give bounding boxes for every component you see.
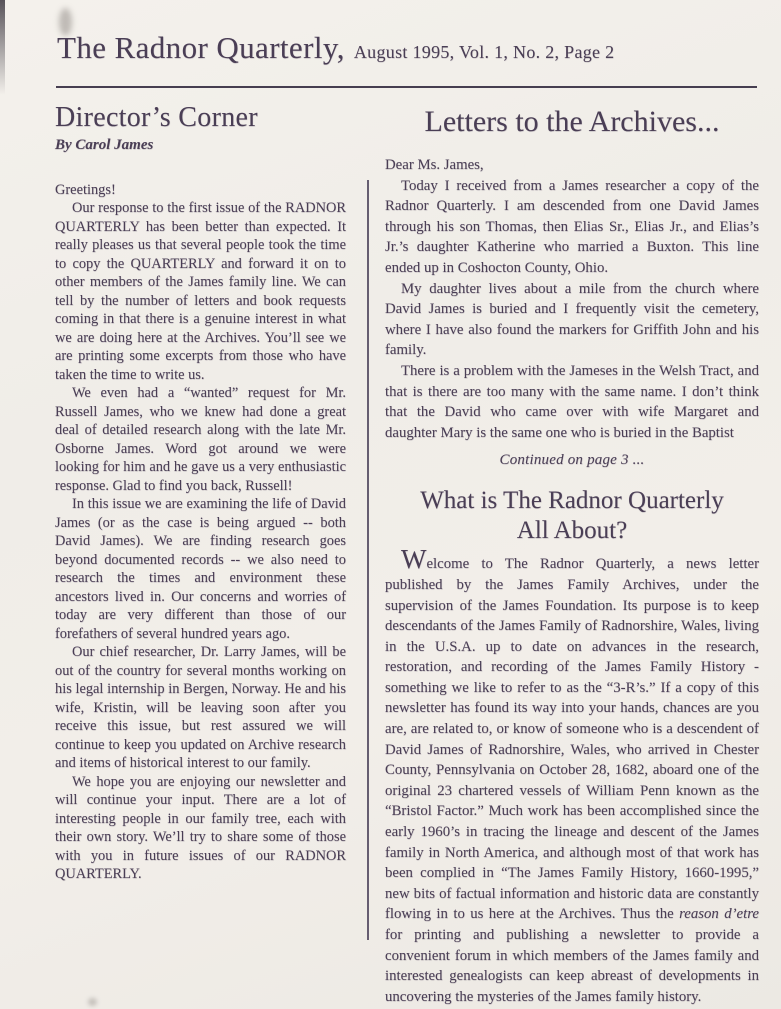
about-initial-cap: W	[401, 544, 427, 575]
newsletter-title: The Radnor Quarterly,	[57, 30, 345, 65]
letter-salutation: Dear Ms. James,	[385, 157, 484, 173]
about-paragraph	[385, 546, 759, 1007]
about-italic-phrase: reason d’etre	[679, 906, 759, 923]
about-heading-line1: What is The Radnor Quarterly	[420, 487, 724, 515]
scan-edge-artifact	[0, 0, 5, 95]
right-column	[385, 105, 759, 1007]
director-paragraph-greeting: Greetings!	[55, 181, 116, 198]
letters-to-archives-heading: Letters to the Archives...	[424, 105, 720, 138]
masthead	[57, 30, 757, 66]
directors-corner-heading: Director’s Corner	[55, 102, 258, 133]
about-text-before-italic: elcome to The Radnor Quarterly, a news letter published by the James Family Archives, under the supervision of the James Foundation. Its purpose is to keep descendants of the James Family of Radnorshire, Wales, living in the U.S.A. up to date on advances in the research, restoration, and recording of the James Family History - something we like to refer to as the “3-R’s.” If a copy of this newsletter has found its way into your hands, chances are you are, are related to, or know of someone who is a descendent of David James of Radnorshire, Wales, who arrived in Chester County, Pennsylvania on October 28, 1682, aboard one of the original 23 chartered vessels of William Penn known as the “Bristol Factor.” Much work has been accomplished since the early 1960’s in tracing the lineage and descent of the James family in North America, and although most of that work has been complied in “The James Family History, 1660-1995,” new bits of factual information and historic data are constantly flowing in to us here at the Archives. Thus the	[385, 556, 759, 923]
header-rule	[56, 86, 757, 88]
continued-on-page-note: Continued on page 3 ...	[499, 452, 645, 469]
director-paragraph: Our chief researcher, Dr. Larry James, will be out of the country for several months working on his legal internship in Bergen, Norway. He and his wife, Kristin, will be leaving soon after you receive this issue, but rest assured we will continue to keep you updated on Archive research and items of historical interest to our family.	[55, 644, 346, 772]
letter-paragraph: My daughter lives about a mile from the church where David James is buried and I frequently visit the cemetery, where I have also found the markers for Griffith John and his family.	[385, 280, 759, 359]
director-paragraph: In this issue we are examining the life of David James (or as the case is being argued -- both David James). We are finding research goes beyond documented records -- we also need to research the times and environment these ancestors lived in. Our concerns and worries of today are very different than those of our forefathers of several hundred years ago.	[55, 496, 346, 642]
director-paragraph: We hope you are enjoying our newsletter and will continue your input. There are a lot of interesting people in our family tree, each with their own story. We’ll try to share some of those with you in future issues of our RADNOR QUARTERLY.	[55, 773, 346, 883]
column-divider	[367, 180, 369, 940]
letter-paragraph: Today I received from a James researcher a copy of the Radnor Quarterly. I am descended from one David James through his son Thomas, then Elias Sr., Elias Jr., and Elias’s Jr.’s daughter Katherine who married a Buxton. This line ended up in Coshocton County, Ohio.	[385, 177, 759, 276]
about-text-after-italic: for printing and publishing a newsletter to provide a convenient forum in which members of the James family and interested genealogists can keep abreast of developments in uncovering the mysteries of the James family history.	[385, 927, 759, 1005]
scan-smudge-small	[88, 998, 97, 1006]
letter-paragraph: There is a problem with the Jameses in the Welsh Tract, and that is there are too many with the same name. I don’t think that the David who came over with wife Margaret and daughter Mary is the same one who is buried in the Baptist	[385, 362, 759, 441]
about-heading	[385, 486, 759, 546]
issue-info: August 1995, Vol. 1, No. 2, Page 2	[353, 42, 615, 62]
directors-corner-section	[55, 103, 346, 884]
director-paragraph: Our response to the first issue of the RADNOR QUARTERLY has been better than expected. It really pleases us that several people took the time to copy the QUARTERLY and forward it on to other members of the James family line. We can tell by the number of letters and book requests coming in that there is a genuine interest in what we are doing here at the Archives. You’ll see we are printing some excerpts from those who have taken the time to write us.	[55, 200, 346, 383]
about-heading-line2: All About?	[516, 517, 628, 545]
director-paragraph: We even had a “wanted” request for Mr. Russell James, who we knew had done a great deal of detailed research along with the late Mr. Osborne James. Word got around we were looking for him and he gave us a very enthusiastic response. Glad to find you back, Russell!	[55, 385, 346, 494]
byline: By Carol James	[55, 136, 154, 153]
